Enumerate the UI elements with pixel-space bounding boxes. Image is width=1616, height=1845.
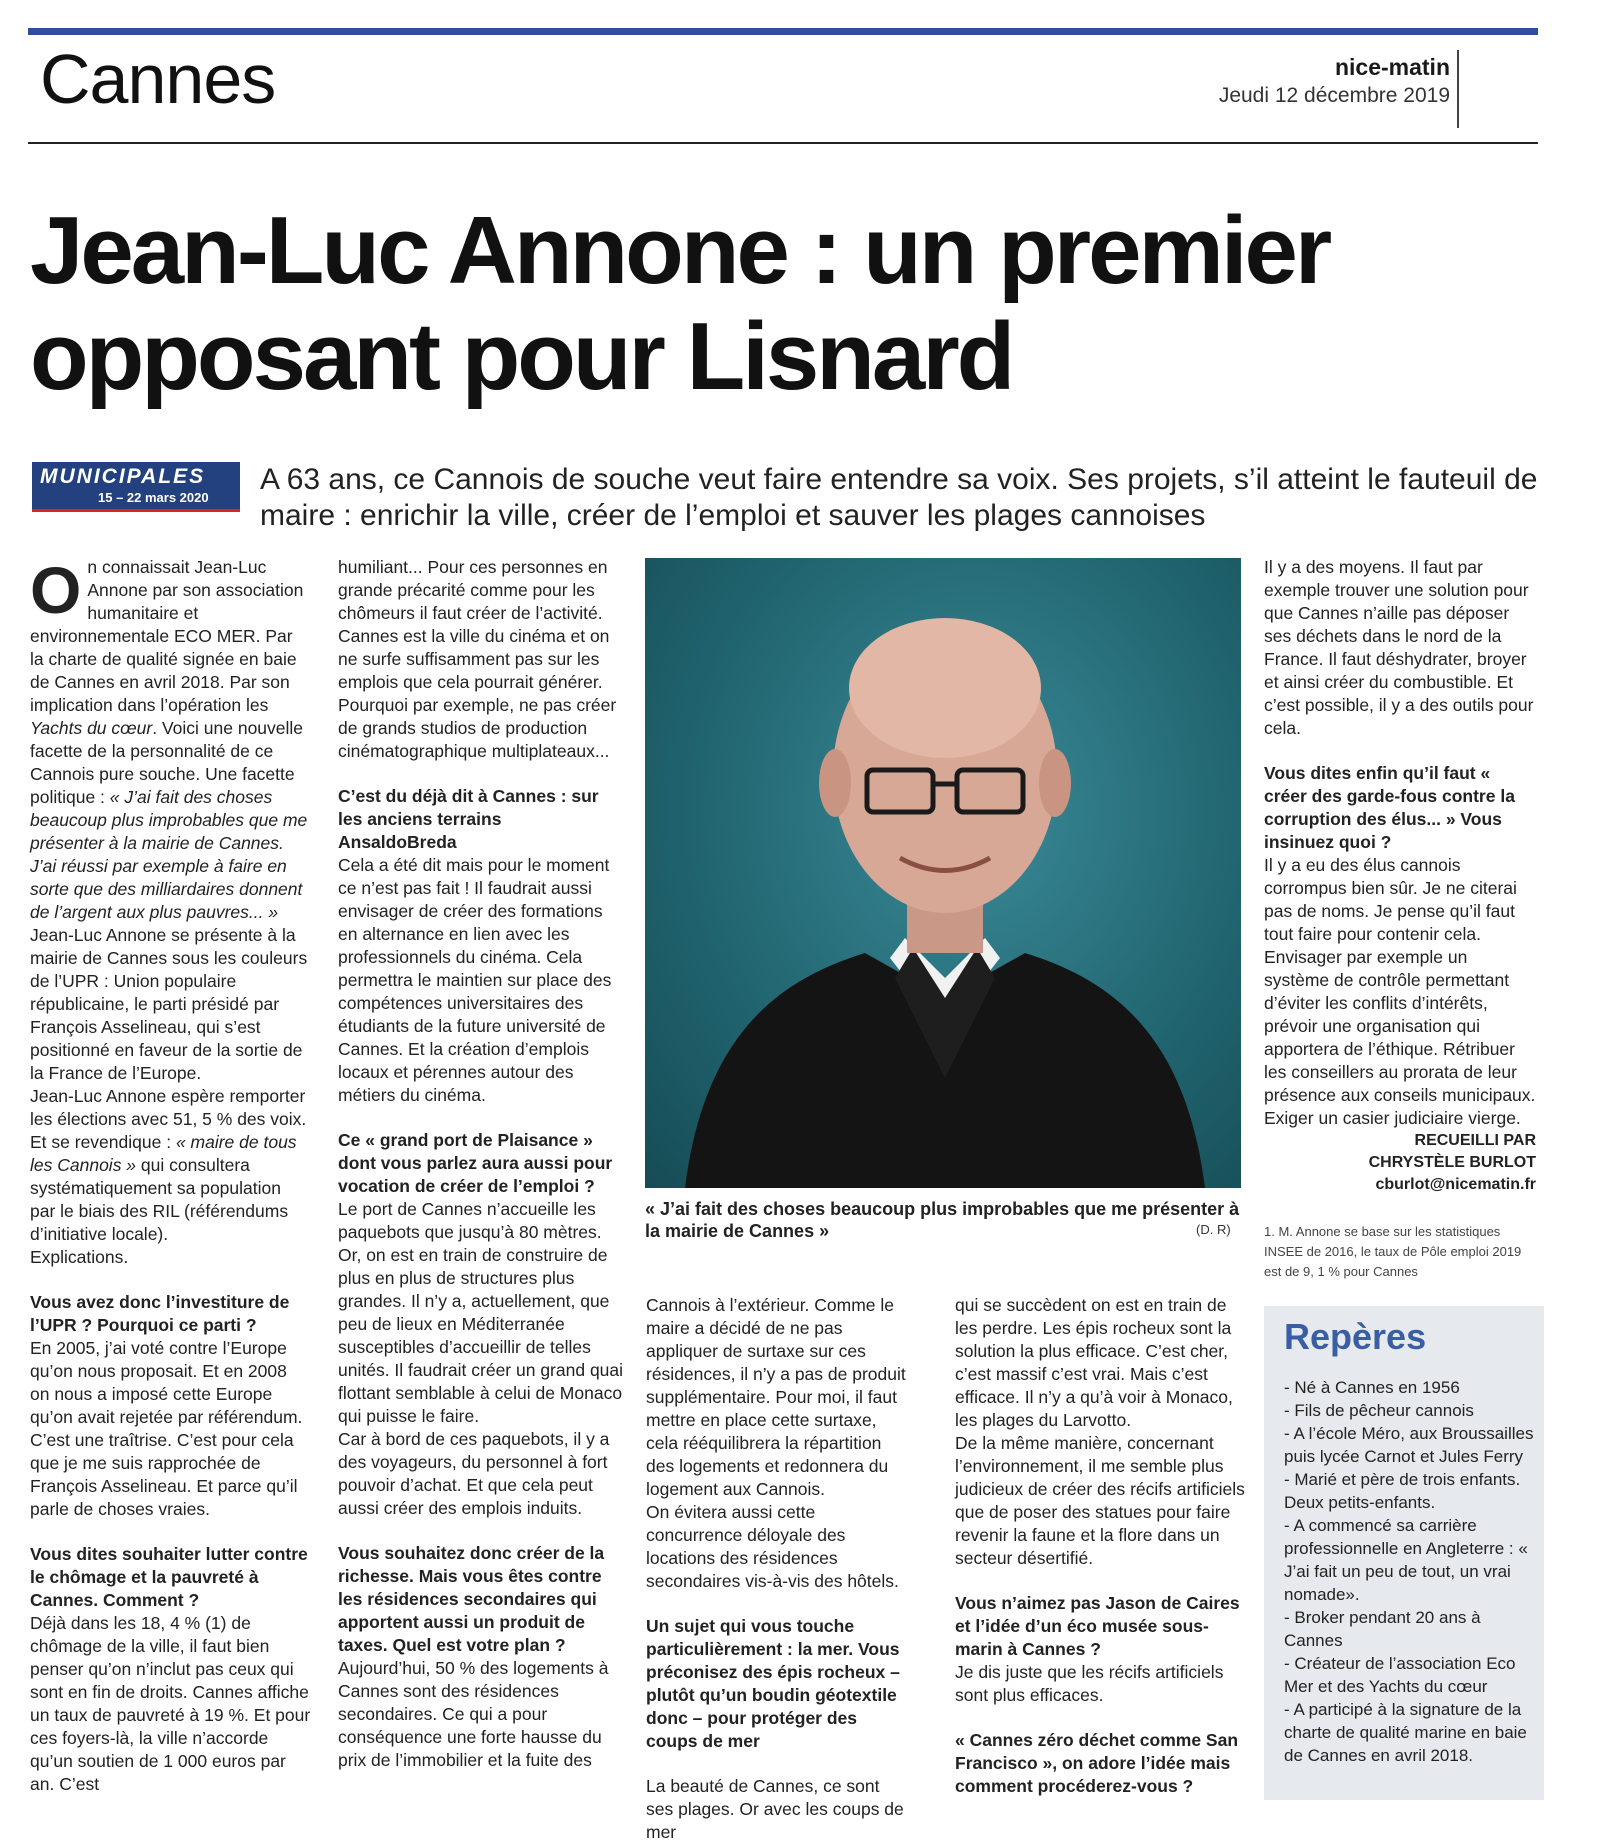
- answer-9: Il y a eu des élus cannois corrompus bien sûr. Je ne citerai pas de noms. Je pense qu’il faut tout faire pour contenir cela. Envisager par exemple un système de contrôle permettant d’éviter les conflits d’intérêts, prévoir une organisation qui apportera de l’éthique. Rétribuer les conseillers au prorata de leur présence aux conseils municipaux. Exiger un casier judiciaire vierge.: [1264, 855, 1536, 1128]
- answer-5: Aujourd’hui, 50 % des logements à Cannes sont des résidences secondaires. Ce qui a pour conséquence une forte hausse du prix de l’immobilier et la fuite des: [338, 1658, 609, 1770]
- top-accent-bar: [28, 28, 1538, 35]
- reperes-list: [1284, 1376, 1536, 1767]
- intro-paragraph: On connaissait Jean-Luc Annone par son association humanitaire et environnementale ECO MER. Par la charte de qualité signée en baie de Cannes en avril 2018. Par son implication dans l’opération les Yachts du cœur. Voici une nouvelle facette de la personnalité de ce Cannois pure souche. Une facette politique : « J’ai fait des choses beaucoup plus improbables que me présenter à la mairie de Cannes. J’ai réussi par exemple à faire en sorte que des milliardaires donnent de l’argent aux plus pauvres... »: [30, 553, 308, 922]
- answer-8: Il y a des moyens. Il faut par exemple trouver une solution pour que Cannes n’aille pas déposer ses déchets dans le nord de la France. Il faut déshydrater, broyer et ainsi créer du combustible. Et c’est possible, il y a des outils pour cela.: [1264, 557, 1534, 738]
- brand-name: nice-matin: [1334, 54, 1450, 80]
- answer-2-cont: humiliant... Pour ces personnes en grande précarité comme pour les chômeurs il faut créer de l’activité. Cannes est la ville du cinéma et on ne surfe suffisamment pas sur les emplois que cela pourrait générer. Pourquoi par exemple, ne pas créer de grands studios de production cinématographique multiplateaux...: [338, 557, 617, 761]
- intro-paragraph-2: Jean-Luc Annone se présente à la mairie de Cannes sous les couleurs de l’UPR : Union populaire républicaine, le parti présidé par François Asselineau, qui s’est positionné en faveur de la sortie de la France de l’Europe.: [30, 925, 308, 1083]
- answer-7: Je dis juste que les récifs artificiels sont plus efficaces.: [955, 1662, 1224, 1705]
- headline: Jean-Luc Annone : un premier opposant pour Lisnard: [30, 197, 1330, 410]
- photo-caption: « J’ai fait des choses beaucoup plus improbables que me présenter à la mairie de Cannes »: [645, 1199, 1240, 1241]
- badge-title: MUNICIPALES: [40, 465, 206, 488]
- issue-date: Jeudi 12 décembre 2019: [1218, 83, 1450, 107]
- answer-1: En 2005, j’ai voté contre l’Europe qu’on nous proposait. Et en 2008 on nous a imposé cette Europe qu’on avait rejetée par référendum. C’est une traîtrise. C’est pour cela que je me suis rapprochée de François Asselineau. Et parce qu’il parle de choses vraies.: [30, 1338, 303, 1519]
- article-column-2: [338, 556, 624, 1772]
- list-item: - Né à Cannes en 1956: [1284, 1378, 1460, 1397]
- question-9: Vous dites enfin qu’il faut « créer des garde-fous contre la corruption des élus... » Vous insinuez quoi ?: [1264, 763, 1515, 852]
- list-item: - Créateur de l’association Eco Mer et des Yachts du cœur: [1284, 1654, 1516, 1696]
- answer-3: Cela a été dit mais pour le moment ce n’est pas fait ! Il faudrait aussi envisager de créer des formations en alternance en lien avec les professionnels du cinéma. Cela permettra le maintien sur place des compétences universitaires des étudiants de la future université de Cannes. Et la création d’emplois locaux et pérennes autour des métiers du cinéma.: [338, 855, 612, 1105]
- article-column-1: [30, 553, 311, 1796]
- pull-quote-inline: « J’ai fait des choses beaucoup plus improbables que me présenter à la mairie de Cannes. J’ai réussi par exemple à faire en sorte que des milliardaires donnent de l’argent aux plus pauvres... »: [30, 787, 308, 922]
- article-column-5: [1264, 556, 1536, 1196]
- answer-4: Le port de Cannes n’accueille les paquebots que jusqu’à 80 mètres. Or, on est en train de construire de plus en plus de structures plus grandes. Il n’y a, actuellement, que peu de lieux en Méditerranée susceptibles d’accueillir de telles unités. Il faudrait créer un grand quai flottant semblable à celui de Monaco qui puisse le faire.: [338, 1199, 624, 1426]
- list-item: - Fils de pêcheur cannois: [1284, 1401, 1474, 1420]
- question-4: Ce « grand port de Plaisance » dont vous parlez aura aussi pour vocation de créer de l’emploi ?: [338, 1130, 613, 1196]
- list-item: - A participé à la signature de la charte de qualité marine en baie de Cannes en avril 2018.: [1284, 1700, 1527, 1765]
- list-item: - Marié et père de trois enfants. Deux petits-enfants.: [1284, 1470, 1521, 1512]
- question-5: Vous souhaitez donc créer de la richesse. Mais vous êtes contre les résidences secondaires qui apportent aussi un produit de taxes. Quel est votre plan ?: [338, 1543, 605, 1655]
- portrait-photo: [645, 558, 1241, 1188]
- portrait-illustration: [645, 558, 1241, 1188]
- footnote: 1. M. Annone se base sur les statistiques INSEE de 2016, le taux de Pôle emploi 2019 est de 9, 1 % pour Cannes: [1264, 1224, 1522, 1279]
- municipales-badge: [32, 462, 240, 512]
- article-column-3: [646, 1294, 910, 1844]
- answer-2: Déjà dans les 18, 4 % (1) de chômage de la ville, il faut bien penser qu’on n’inclut pas ceux qui sont en fin de droits. Cannes affiche un taux de pauvreté à 19 %. Et pour ces foyers-là, la ville n’accorde qu’un soutien de 1 000 euros par an. C’est: [30, 1613, 311, 1794]
- question-7: Vous n’aimez pas Jason de Caires et l’idée d’un éco musée sous-marin à Cannes ?: [955, 1593, 1240, 1659]
- reperes-box: [1264, 1306, 1544, 1800]
- answer-6-cont: qui se succèdent on est en train de les perdre. Les épis rocheux sont la solution la plus efficace. C’est cher, c’est massif c’est vrai. Mais c’est efficace. Il n’y a qu’à voir à Monaco, les plages du Larvotto.: [955, 1295, 1233, 1430]
- question-2: Vous dites souhaiter lutter contre le chômage et la pauvreté à Cannes. Comment ?: [30, 1544, 308, 1610]
- section-title: Cannes: [40, 40, 276, 118]
- photo-credit: (D. R): [1196, 1222, 1231, 1237]
- masthead: [1219, 54, 1450, 109]
- question-8: « Cannes zéro déchet comme San Francisco », on adore l’idée mais comment procéderez-vous ?: [955, 1730, 1239, 1796]
- question-1: Vous avez donc l’investiture de l’UPR ? Pourquoi ce parti ?: [30, 1292, 290, 1335]
- standfirst: A 63 ans, ce Cannois de souche veut faire entendre sa voix. Ses projets, s’il atteint le fauteuil de maire : enrichir la ville, créer de l’emploi et sauver les plages cannoises: [260, 463, 1538, 532]
- masthead-divider: [1457, 50, 1459, 128]
- reperes-title: Repères: [1284, 1316, 1427, 1357]
- answer-5-cont: Cannois à l’extérieur. Comme le maire a décidé de ne pas appliquer de surtaxe sur ces résidences, il n’y a pas de produit supplémentaire. Pour moi, il faut mettre en place cette surtaxe, cela rééquilibrera la répartition des logements et redonnera du logement aux Cannois.: [646, 1295, 906, 1499]
- answer-5b: On évitera aussi cette concurrence déloyale des locations des résidences secondaires vis-à-vis des hôtels.: [646, 1502, 899, 1591]
- article-column-4: [955, 1294, 1247, 1798]
- answer-6b: De la même manière, concernant l’environnement, il me semble plus judicieux de créer des récifs artificiels que de poser des statues pour faire revenir la faune et la flore dans un secteur désertifié.: [955, 1433, 1245, 1568]
- byline: RECUEILLI PAR CHRYSTÈLE BURLOT cburlot@nicematin.fr: [1264, 1130, 1536, 1196]
- intro-paragraph-3: Jean-Luc Annone espère remporter les élections avec 51, 5 % des voix. Et se revendique : « maire de tous les Cannois » qui consultera systématiquement sa population par le biais des RIL (référendums d’initiative locale).: [30, 1086, 307, 1244]
- answer-4b: Car à bord de ces paquebots, il y a des voyageurs, du personnel à fort pouvoir d’achat. Et que cela peut aussi créer des emplois induits.: [338, 1429, 610, 1518]
- dropcap: O: [30, 553, 82, 627]
- list-item: - A l’école Méro, aux Broussailles puis lycée Carnot et Jules Ferry: [1284, 1424, 1534, 1466]
- question-3: C’est du déjà dit à Cannes : sur les anciens terrains AnsaldoBreda: [338, 786, 599, 852]
- list-item: - A commencé sa carrière professionnelle en Angleterre : « J’ai fait un peu de tout, un vrai nomade».: [1284, 1516, 1528, 1604]
- header-rule: [28, 142, 1538, 144]
- answer-6: La beauté de Cannes, ce sont ses plages. Or avec les coups de mer: [646, 1776, 904, 1842]
- intro-paragraph-4: Explications.: [30, 1247, 129, 1267]
- badge-dates: 15 – 22 mars 2020: [98, 490, 209, 505]
- author-email[interactable]: cburlot@nicematin.fr: [1375, 1176, 1536, 1193]
- list-item: - Broker pendant 20 ans à Cannes: [1284, 1608, 1481, 1650]
- question-6: Un sujet qui vous touche particulièrement : la mer. Vous préconisez des épis rocheux – plutôt qu’un boudin géotextile donc – pour protéger des coups de mer: [646, 1616, 900, 1751]
